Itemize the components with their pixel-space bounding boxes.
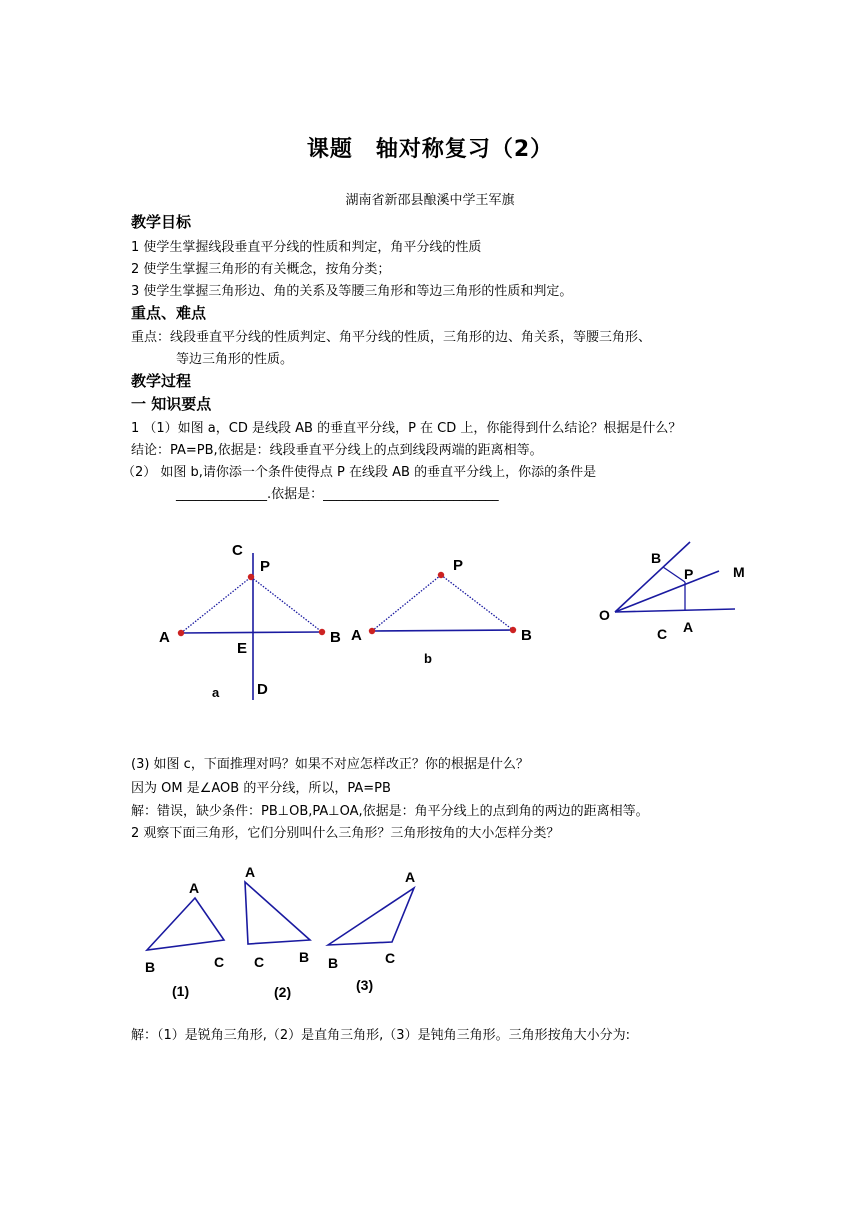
fig-b-caption: b: [424, 651, 432, 666]
key-line-2: 等边三角形的性质。: [176, 352, 294, 367]
question-3-premise: 因为 OM 是∠AOB 的平分线，所以，PA=PB: [131, 781, 391, 796]
goals-heading: 教学目标: [131, 213, 192, 231]
tri1-label-a: A: [189, 880, 200, 896]
tri2-label-a: A: [245, 864, 256, 880]
fig-c-label-c: C: [657, 626, 668, 642]
figure-c: [595, 535, 755, 645]
fig-a-caption: a: [212, 685, 220, 700]
tri3-label-a: A: [405, 869, 416, 885]
tri3-label-b: B: [328, 955, 339, 971]
triangles-figure: [130, 860, 450, 1005]
question-2-line-2: ______________.依据是：___________________________: [176, 487, 499, 502]
page-title: 课题 轴对称复习（2）: [306, 137, 554, 162]
question-1: 1 （1）如图 a，CD 是线段 AB 的垂直平分线，P 在 CD 上，你能得到什么结论？根据是什么？: [131, 421, 682, 436]
fig-c-label-m: M: [733, 564, 745, 580]
tri1-label-c: C: [214, 954, 225, 970]
part1-heading: 一 知识要点: [131, 395, 212, 413]
fig-a-label-c: C: [232, 542, 243, 559]
fig-c-label-a: A: [683, 619, 694, 635]
tri3-caption: (3): [356, 977, 374, 993]
question-4-answer: 解：（1）是锐角三角形,（2）是直角三角形,（3）是钝角三角形。三角形按角大小分为:: [131, 1028, 630, 1043]
tri2-label-c: C: [254, 954, 265, 970]
key-line-1: 重点：线段垂直平分线的性质判定、角平分线的性质，三角形的边、角关系，等腰三角形、: [131, 330, 652, 345]
fig-a-label-a: A: [159, 629, 170, 646]
fig-b-label-p: P: [453, 557, 464, 574]
question-2-line-1: （2） 如图 b,请你添一个条件使得点 P 在线段 AB 的垂直平分线上，你添的条件是: [122, 465, 597, 480]
tri2-caption: (2): [274, 984, 292, 1000]
fig-a-label-p: P: [260, 558, 271, 575]
question-1-answer: 结论：PA=PB,依据是：线段垂直平分线上的点到线段两端的距离相等。: [131, 443, 543, 458]
question-4: 2 观察下面三角形，它们分别叫什么三角形？三角形按角的大小怎样分类？: [131, 826, 560, 841]
process-heading: 教学过程: [131, 372, 192, 390]
fig-c-label-o: O: [599, 607, 610, 623]
key-heading: 重点、难点: [131, 304, 207, 322]
goal-2: 2 使学生掌握三角形的有关概念，按角分类；: [131, 262, 391, 277]
fig-c-label-b: B: [651, 550, 662, 566]
fig-a-label-e: E: [237, 640, 248, 657]
tri1-label-b: B: [145, 959, 156, 975]
fig-a-label-d: D: [257, 681, 268, 698]
question-3-answer: 解：错误，缺少条件：PB⊥OB,PA⊥OA,依据是：角平分线上的点到角的两边的距离相等。: [131, 804, 649, 819]
tri2-label-b: B: [299, 949, 310, 965]
author-line: 湖南省新邵县酿溪中学王军旗: [345, 193, 515, 208]
figure-b: [345, 550, 545, 670]
goal-1: 1 使学生掌握线段垂直平分线的性质和判定，角平分线的性质: [131, 240, 482, 255]
fig-b-label-a: A: [351, 627, 362, 644]
tri3-label-c: C: [385, 950, 396, 966]
fig-b-label-b: B: [521, 627, 532, 644]
tri1-caption: (1): [172, 983, 190, 999]
goal-3: 3 使学生掌握三角形边、角的关系及等腰三角形和等边三角形的性质和判定。: [131, 284, 573, 299]
figure-a: [150, 535, 370, 710]
fig-c-label-p: P: [684, 566, 694, 582]
question-3: (3) 如图 c，下面推理对吗？如果不对应怎样改正？你的根据是什么？: [131, 757, 529, 772]
fig-a-label-b: B: [330, 629, 341, 646]
